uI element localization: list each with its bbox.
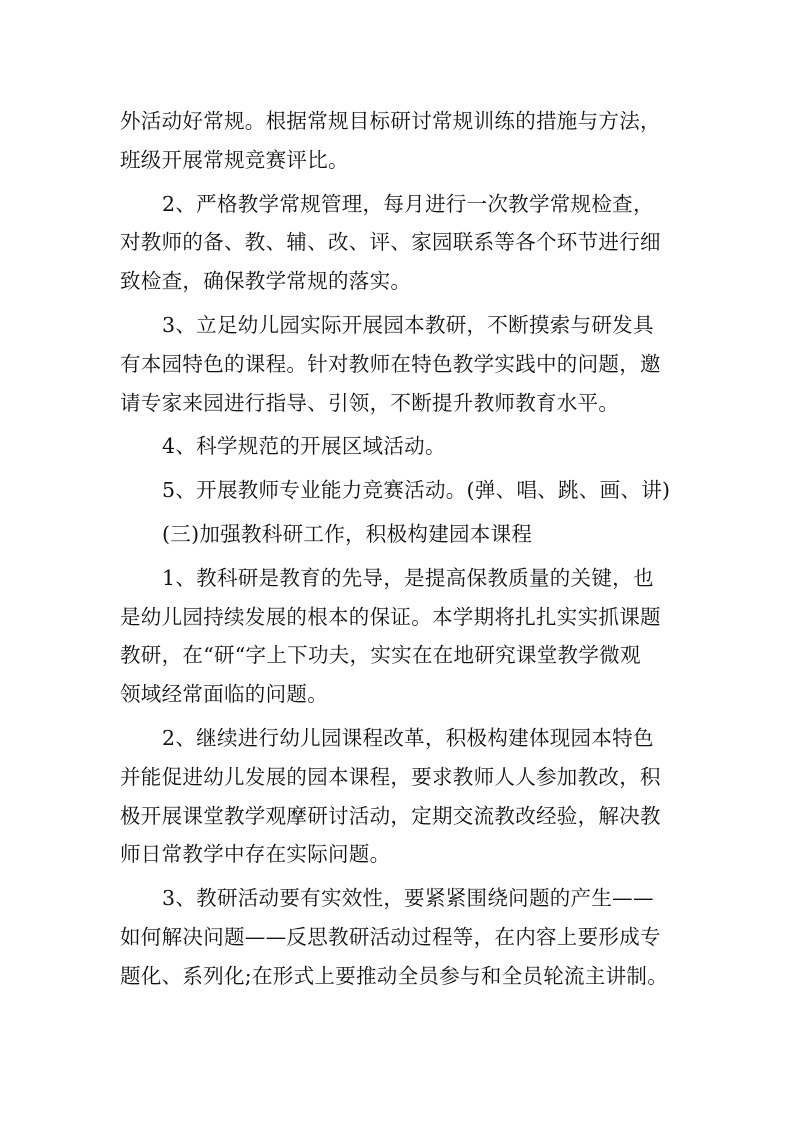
paragraph-line: 3、立足幼儿园实际开展园本教研，不断摸索与研发具 — [162, 312, 654, 337]
section-heading-text: (三)加强教科研工作，积极构建园本课程 — [162, 521, 533, 546]
paragraph-line: 2、严格教学常规管理，每月进行一次教学常规检查， — [162, 191, 654, 216]
paragraph-9 — [120, 879, 690, 995]
paragraph-line: 极开展课堂教学观摩研讨活动，定期交流教改经验，解决教 — [120, 803, 661, 828]
paragraph-line: 有本园特色的课程。针对教师在特色教学实践中的问题，邀 — [120, 351, 661, 376]
paragraph-line: 教研，在“研“字上下功夫，实实在在地研究课堂教学微观 — [120, 643, 641, 668]
paragraph-line: 如何解决问题——反思教研活动过程等，在内容上要形成专 — [120, 924, 661, 949]
paragraph-line: 是幼儿园持续发展的根本的保证。本学期将扎扎实实抓课题 — [120, 604, 661, 629]
paragraph-line: 对教师的备、教、辅、改、评、家园联系等各个环节进行细 — [120, 230, 661, 255]
paragraph-line: 并能促进幼儿发展的园本课程，要求教师人人参加教改，积 — [120, 764, 661, 789]
paragraph-line: 领域经常面临的问题。 — [120, 682, 328, 707]
paragraph-line: 师日常教学中存在实际问题。 — [120, 842, 391, 867]
paragraph-line: 4、科学规范的开展区域活动。 — [162, 434, 446, 459]
paragraph-line: 题化、系列化;在形式上要推动全员参与和全员轮流主讲制。 — [120, 963, 669, 988]
paragraph-line: 请专家来园进行指导、引领，不断提升教师教育水平。 — [120, 390, 620, 415]
paragraph-3 — [120, 306, 690, 422]
paragraph-line: 5、开展教师专业能力竞赛活动。(弹、唱、跳、画、讲) — [162, 478, 671, 503]
paragraph-4 — [120, 427, 690, 466]
paragraph-2 — [120, 185, 690, 301]
paragraph-line: 3、教研活动要有实效性，要紧紧围绕问题的产生—— — [162, 886, 654, 911]
section-heading — [120, 515, 690, 554]
paragraph-line: 班级开展常规竞赛评比。 — [120, 147, 349, 172]
paragraph-8 — [120, 719, 690, 874]
paragraph-5 — [120, 471, 690, 510]
paragraph-line: 1、教科研是教育的先导，是提高保教质量的关键，也 — [162, 565, 654, 590]
paragraph-line: 致检查，确保教学常规的落实。 — [120, 269, 412, 294]
paragraph-line: 2、继续进行幼儿园课程改革，积极构建体现园本特色 — [162, 725, 654, 750]
document-body — [120, 102, 690, 1001]
paragraph-1 — [120, 102, 690, 180]
paragraph-line: 外活动好常规。根据常规目标研讨常规训练的措施与方法， — [120, 109, 661, 133]
paragraph-7 — [120, 559, 690, 714]
